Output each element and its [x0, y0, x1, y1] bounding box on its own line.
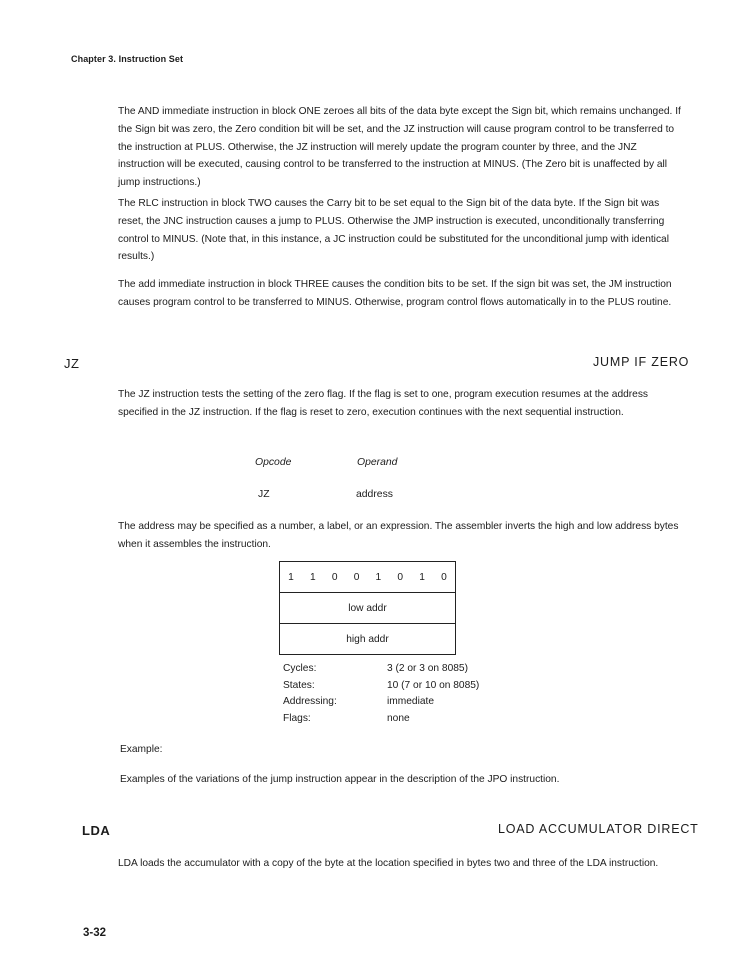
bit-5: 0 — [331, 571, 338, 583]
info-label: States: — [283, 679, 315, 691]
low-addr-cell: low addr — [280, 593, 456, 624]
example-label: Example: — [120, 744, 163, 755]
high-addr-row — [280, 624, 456, 655]
jz-description: The JZ instruction tests the setting of the zero flag. If the flag is set to one, program execution resumes at the address specified in the JZ instruction. If the flag is reset to zero, execution continues with the next sequential instruction. — [118, 389, 649, 418]
examples-text: Examples of the variations of the jump instruction appear in the description of the JPO instruction. — [120, 774, 560, 785]
bit-4: 0 — [353, 571, 360, 583]
bit-3: 1 — [375, 571, 382, 583]
info-value: none — [387, 712, 410, 724]
high-addr-cell: high addr — [280, 624, 456, 655]
instruction-timing-info — [283, 661, 479, 727]
page-number: 3-32 — [83, 927, 107, 939]
bit-2: 0 — [397, 571, 404, 583]
operand-header: Operand — [357, 457, 398, 468]
lda-description: LDA loads the accumulator with a copy of the byte at the location specified in bytes two and three of the LDA instruction. — [118, 858, 659, 869]
instruction-encoding-table — [279, 561, 456, 655]
info-label: Cycles: — [283, 663, 317, 674]
bit-1: 1 — [419, 571, 425, 583]
intro-paragraph-3: The add immediate instruction in block THREE causes the condition bits to be set. If the sign bit was set, the JM instruction causes program control to be transferred to MINUS. Otherwise, program control flows automatically in to the PLUS routine. — [118, 279, 672, 308]
info-label: Flags: — [283, 712, 311, 724]
info-row-flags — [283, 711, 479, 728]
low-addr-row — [280, 593, 456, 624]
info-value: 3 (2 or 3 on 8085) — [387, 663, 468, 674]
opcode-value: JZ — [258, 489, 270, 500]
operand-value: address — [356, 489, 393, 500]
info-value: 10 (7 or 10 on 8085) — [387, 679, 480, 691]
intro-paragraph-1: The AND immediate instruction in block ONE zeroes all bits of the data byte except the Sign bit, which remains unchanged. If the Sign bit was zero, the Zero condition bit will be set, and the JZ instruction will cause program control to be transferred to the instruction at PLUS. Otherwise, the JZ instruction will merely update the program counter by three, and the JNZ instruction will be executed, causing control to be transferred to the instruction at MINUS. (The Zero bit is unaffected by all jump instructions.) — [118, 106, 681, 189]
info-value: immediate — [387, 696, 434, 707]
bit-0: 0 — [441, 571, 447, 583]
info-label: Addressing: — [283, 696, 337, 707]
bit-6: 1 — [310, 571, 316, 583]
jz-title-heading: JUMP IF ZERO — [593, 355, 690, 369]
lda-mnemonic-heading: LDA — [82, 823, 111, 838]
intro-paragraph-2: The RLC instruction in block TWO causes the Carry bit to be set equal to the Sign bit of the data byte. If the Sign bit was reset, the JNC instruction causes a jump to PLUS. Otherwise the JMP instruction is executed, unconditionally transferring control to MINUS. (Note that, in this instance, a JC instruction could be substituted for the unconditional jump with identical results.) — [118, 198, 669, 263]
lda-title-heading: LOAD ACCUMULATOR DIRECT — [498, 822, 699, 836]
opcode-bits-row — [280, 562, 456, 593]
bit-7: 1 — [288, 571, 294, 583]
opcode-header: Opcode — [255, 457, 292, 468]
info-row-states — [283, 678, 479, 695]
jz-mnemonic-heading: JZ — [64, 356, 80, 371]
info-row-cycles — [283, 661, 479, 678]
info-row-addressing — [283, 694, 479, 711]
chapter-header: Chapter 3. Instruction Set — [71, 54, 184, 64]
address-note: The address may be specified as a number, a label, or an expression. The assembler inverts the high and low address bytes when it assembles the instruction. — [118, 521, 679, 550]
